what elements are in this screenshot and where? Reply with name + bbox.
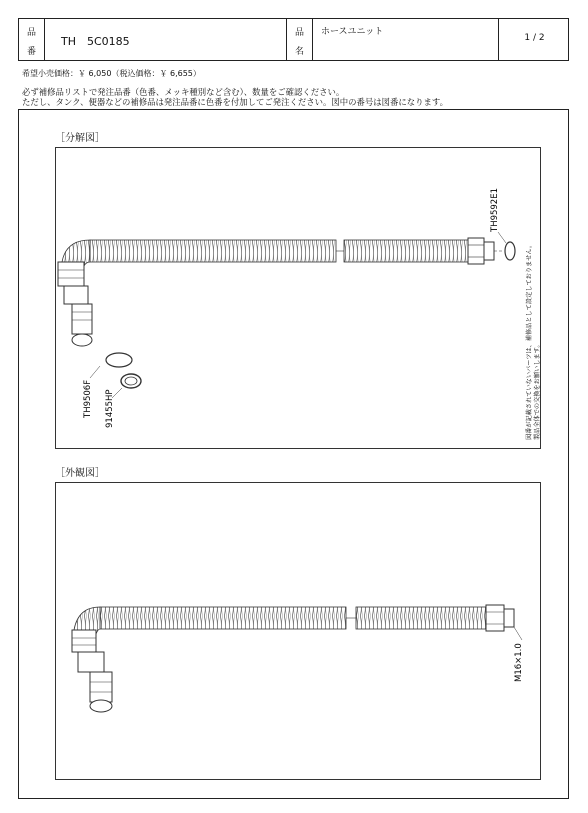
note-line-1: 必ず補修品リストで発注品番（色番、メッキ種別など含む）、数量をご確認ください。	[22, 87, 345, 97]
packing-ring-right	[505, 242, 515, 260]
part-number-label-bottom: 番	[26, 47, 36, 57]
product-name-label-bottom: 名	[294, 47, 304, 57]
side-note-line-2: 製品全体での交換をお願いします。	[534, 341, 541, 440]
packing	[121, 374, 141, 388]
thread-size-label: M16×1.0	[514, 643, 524, 682]
part-label-TH9592E1: TH9592E1	[490, 188, 500, 232]
part-number: TH 5C0185	[61, 35, 130, 48]
hose-assembly-appearance	[72, 605, 522, 712]
exploded-view-title: ［分解図］	[55, 133, 105, 144]
product-name: ホースユニット	[321, 27, 384, 37]
page-number: 1 / 2	[524, 33, 545, 43]
price-line: 希望小売価格：￥ 6,050（税込価格：￥ 6,655）	[22, 69, 201, 78]
part-label-91455HP: 91455HP	[105, 389, 115, 428]
hose-assembly-exploded	[58, 238, 502, 346]
product-name-label-top: 品	[294, 28, 304, 38]
appearance-view-title: ［外観図］	[55, 468, 105, 479]
note-line-2: ただし、タンク、便器などの補修品は発注品番に色番を付加してご発注ください。図中の番号は図番になります。	[22, 97, 448, 107]
part-number-label-top: 品	[26, 28, 36, 38]
side-note-line-1: 図番が記載されていないパーツは、補修品として設定しておりません。	[526, 241, 533, 440]
part-label-TH9506F: TH9506F	[83, 379, 93, 418]
o-ring	[106, 353, 132, 367]
